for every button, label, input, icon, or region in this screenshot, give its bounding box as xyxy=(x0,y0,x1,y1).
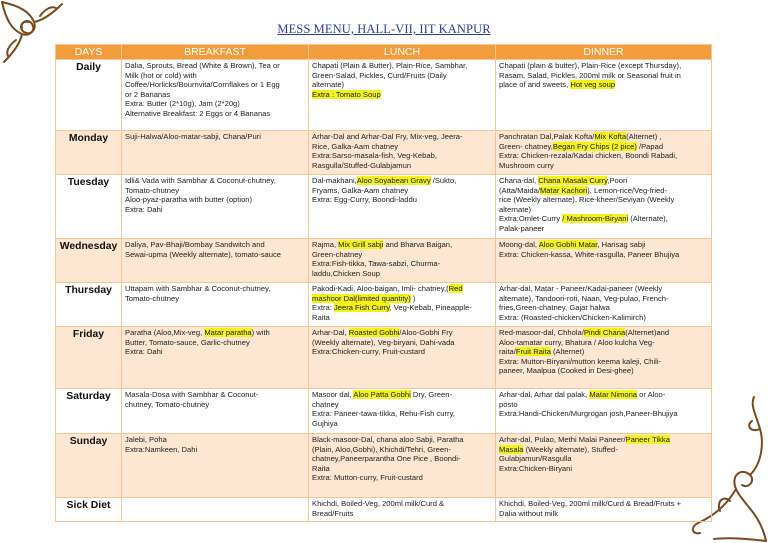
menu-text: chatney,Paneerparantha One Pice , Boondi- xyxy=(312,454,461,464)
day-cell: Thursday xyxy=(56,283,122,327)
menu-text: Masala-Dosa with Sambhar & Coconut- xyxy=(125,390,259,399)
menu-text: chutney, Tomato-chutney xyxy=(125,399,210,409)
table-row xyxy=(56,498,712,522)
menu-text: , Harisag sabji xyxy=(597,240,646,249)
menu-text: Arhar-dal, Arhar dal palak, xyxy=(499,390,590,399)
menu-text: Raita xyxy=(312,312,330,322)
menu-line xyxy=(312,409,492,419)
menu-line xyxy=(499,61,708,71)
menu-text: Raita xyxy=(312,463,330,473)
menu-text: Milk (hot or cold) with xyxy=(125,70,197,80)
menu-text: Panchratan Dal,Palak Kofta/ xyxy=(499,132,595,141)
menu-line xyxy=(125,250,305,260)
menu-line xyxy=(499,509,708,519)
menu-text: ) xyxy=(410,293,416,303)
highlighted-dish: Chana Masala Curry xyxy=(538,176,608,185)
menu-line xyxy=(312,313,492,323)
menu-line xyxy=(499,161,708,171)
menu-line xyxy=(499,214,708,224)
menu-line xyxy=(312,161,492,171)
menu-text: Dal-makhani, xyxy=(312,176,357,185)
menu-line xyxy=(312,303,492,313)
menu-text: /Papad xyxy=(636,141,664,151)
menu-text: Green- chatney, xyxy=(499,141,553,151)
breakfast-cell xyxy=(122,131,309,175)
menu-line xyxy=(125,90,305,100)
menu-line xyxy=(125,284,305,294)
breakfast-cell xyxy=(122,175,309,239)
menu-text: /Aloo-Gobhi Fry xyxy=(399,328,453,337)
menu-line xyxy=(125,240,305,250)
menu-text: Aloo-tamatar curry, Bhatura / Aloo kulcha Veg- xyxy=(499,337,655,347)
menu-line xyxy=(499,176,708,186)
day-cell: Sunday xyxy=(56,434,122,498)
menu-text: Green-chatney xyxy=(312,249,363,259)
menu-line xyxy=(125,400,305,410)
menu-text: Extra:Handi-Chicken/Murgrogan josh,Paneer-Bhujiya xyxy=(499,409,678,419)
lunch-cell xyxy=(309,498,496,522)
breakfast-cell xyxy=(122,60,309,131)
menu-line xyxy=(125,347,305,357)
menu-text: Extra: Dahi xyxy=(125,204,163,214)
menu-text: and Bharva Baigan, xyxy=(383,240,453,249)
highlighted-dish: Pindi Chana xyxy=(583,328,626,337)
menu-text: Extra: (Roasted-chicken/Chicken-Kalimirch) xyxy=(499,312,646,322)
breakfast-cell xyxy=(122,283,309,327)
menu-text: Extra:Sarso-masala-fish, Veg-Kebab, xyxy=(312,151,437,161)
menu-text: (Plain, Aloo,Gobhi), Khichdi/Tehri, Green- xyxy=(312,444,451,454)
menu-line xyxy=(125,445,305,455)
menu-line xyxy=(312,80,492,90)
menu-text: Extra: Egg-Curry, Boondi-laddu xyxy=(312,195,417,205)
menu-line xyxy=(499,195,708,205)
highlighted-dish: Jeera Fish Curry xyxy=(333,303,390,313)
menu-text: Alternative Breakfast: 2 Eggs or 4 Bananas xyxy=(125,108,271,118)
menu-line xyxy=(499,294,708,304)
menu-line xyxy=(499,303,708,313)
menu-line xyxy=(499,224,708,234)
menu-line xyxy=(312,435,492,445)
header-breakfast: BREAKFAST xyxy=(122,45,309,60)
highlighted-dish: Aloo Soyabean Gravy xyxy=(356,176,431,185)
menu-text: Green-Salad, Pickles, Curd/Fruits (Daily xyxy=(312,70,447,80)
header-lunch: LUNCH xyxy=(309,45,496,60)
menu-line xyxy=(312,499,492,509)
menu-line xyxy=(499,464,708,474)
menu-text: Gujhiya xyxy=(312,418,338,428)
breakfast-cell xyxy=(122,498,309,522)
menu-text: Extra: Paneer-tawa-tikka, Rehu-Fish curry, xyxy=(312,409,455,419)
menu-text: rice (Weekly alternate), Rice-kheer/Seviyan (Weekly xyxy=(499,195,675,205)
menu-line xyxy=(499,186,708,196)
header-days: DAYS xyxy=(56,45,122,60)
lunch-cell xyxy=(309,175,496,239)
menu-text: Bread/Fruits xyxy=(312,508,354,518)
menu-text: Uttapam with Sambhar & Coconut-chutney, xyxy=(125,284,271,293)
menu-text: paneer, Maalpua (Cooked in Desi-ghee) xyxy=(499,366,634,376)
menu-text: Extra: Mutton-Biryani/mutton keema kaleji, Chili- xyxy=(499,356,662,366)
dinner-cell xyxy=(496,434,712,498)
menu-text: Chapati (plain & butter), Plain-Rice (except Thursday), xyxy=(499,61,682,70)
menu-text: Rasam, Salad, Pickles, 200ml milk or Seasonal fruit in xyxy=(499,70,681,80)
menu-line xyxy=(312,269,492,279)
menu-line xyxy=(125,205,305,215)
menu-text: Moong-dal, xyxy=(499,240,539,249)
menu-text: Khichdi, Boiled-Veg, 200ml milk/Curd & xyxy=(312,499,445,508)
menu-text: Tomato-chutney xyxy=(125,185,180,195)
menu-text: alternate) xyxy=(499,204,532,214)
table-row xyxy=(56,434,712,498)
dinner-cell xyxy=(496,239,712,283)
menu-text: Butter, Tomato-sauce, Garlic-chutney xyxy=(125,337,250,347)
highlighted-dish: Fruit Raita xyxy=(515,347,551,357)
table-row xyxy=(56,389,712,434)
header-dinner: DINNER xyxy=(496,45,712,60)
dinner-cell xyxy=(496,283,712,327)
menu-line xyxy=(499,142,708,152)
menu-text: chatney xyxy=(312,399,339,409)
lunch-cell xyxy=(309,131,496,175)
menu-line xyxy=(312,71,492,81)
highlighted-dish: Began Fry Chips (2 pice) xyxy=(552,141,637,151)
highlighted-dish: mashoor Dal(limited quantity) xyxy=(312,293,411,303)
breakfast-cell xyxy=(122,434,309,498)
menu-line xyxy=(125,132,305,142)
menu-text: (Atta/Maida/ xyxy=(499,185,540,195)
menu-text: (Alternet) xyxy=(550,347,585,357)
highlighted-dish: Matar Kachori xyxy=(539,185,588,195)
menu-text: Rice, Galka-Aam chatney xyxy=(312,141,399,151)
lunch-cell xyxy=(309,327,496,389)
menu-text: alternate), Tandoori-roti, Naan, Veg-pulao, French- xyxy=(499,293,669,303)
menu-text: ) with xyxy=(251,328,270,337)
menu-text: fries,Green-chatney, Gajar halwa xyxy=(499,303,610,313)
menu-text: Extra:Chicken-Biryani xyxy=(499,463,573,473)
menu-text: posto xyxy=(499,399,518,409)
menu-line xyxy=(312,294,492,304)
menu-line xyxy=(499,250,708,260)
menu-line xyxy=(312,338,492,348)
menu-text: Extra: xyxy=(312,303,334,313)
menu-text: (Weekly alternate), Veg-biryani, Dahi-vada xyxy=(312,337,455,347)
menu-text: Palak-paneer xyxy=(499,223,545,233)
menu-line xyxy=(312,142,492,152)
menu-line xyxy=(499,445,708,455)
menu-text: Sewai-upma (Weekly alternate), tomato-sauce xyxy=(125,249,282,259)
menu-line xyxy=(499,151,708,161)
menu-line xyxy=(312,473,492,483)
dinner-cell xyxy=(496,131,712,175)
menu-text: Fryams, Galka-Aam chatney xyxy=(312,185,409,195)
menu-line xyxy=(499,357,708,367)
menu-line xyxy=(312,240,492,250)
highlighted-dish: Red xyxy=(448,284,463,293)
menu-line xyxy=(312,509,492,519)
menu-line xyxy=(125,176,305,186)
day-cell: Tuesday xyxy=(56,175,122,239)
menu-line xyxy=(499,71,708,81)
page-title: MESS MENU, HALL-VII, IIT KANPUR xyxy=(277,22,491,36)
highlighted-dish: Aloo Gobhi Matar xyxy=(538,240,598,249)
menu-line xyxy=(499,499,708,509)
menu-line xyxy=(499,347,708,357)
menu-line xyxy=(125,390,305,400)
highlighted-dish: / Mashroom-Biryani xyxy=(562,214,629,224)
menu-line xyxy=(499,328,708,338)
menu-text: laddu,Chicken Soup xyxy=(312,268,380,278)
menu-line xyxy=(312,400,492,410)
lunch-cell xyxy=(309,434,496,498)
day-cell: Monday xyxy=(56,131,122,175)
menu-line xyxy=(312,90,492,100)
menu-line xyxy=(125,186,305,196)
menu-text: Extra: Mutton-curry, Fruit-custard xyxy=(312,473,423,483)
menu-text: Jalebi, Poha xyxy=(125,435,167,444)
table-row xyxy=(56,327,712,389)
menu-text: Suji-Halwa/Aloo-matar-sabji, Chana/Puri xyxy=(125,132,261,141)
menu-line xyxy=(312,176,492,186)
menu-line xyxy=(125,435,305,445)
menu-line xyxy=(499,366,708,376)
dinner-cell xyxy=(496,327,712,389)
menu-text: Pakodi-Kadi, Aloo-baigan, Imli- chatney,( xyxy=(312,284,449,293)
lunch-cell xyxy=(309,60,496,131)
menu-text: ), Lemon-rice/Veg-fried- xyxy=(587,185,667,195)
menu-text: Gulabjamun/Rasgulla xyxy=(499,454,572,464)
highlighted-dish: Matar paratha xyxy=(204,328,252,337)
menu-text: Extra: Chicken-kassa, White-rasgulla, Paneer Bhujiya xyxy=(499,249,680,259)
menu-text: Extra:Chicken-curry, Fruit-custard xyxy=(312,347,425,357)
highlighted-dish: Paneer Tikka xyxy=(625,435,670,444)
menu-text: Paratha (Aloo,Mix-veg, xyxy=(125,328,205,337)
menu-line xyxy=(499,390,708,400)
table-row xyxy=(56,131,712,175)
menu-line xyxy=(312,390,492,400)
menu-text: Dalia without milk xyxy=(499,508,559,518)
menu-text: Extra: Chicken-rezala/Kadai chicken, Boondi Rabadi, xyxy=(499,151,678,161)
menu-text: Extra:Omlet-Curry xyxy=(499,214,563,224)
menu-line xyxy=(312,445,492,455)
menu-line xyxy=(499,132,708,142)
menu-line xyxy=(312,464,492,474)
dinner-cell xyxy=(496,175,712,239)
highlighted-dish: Masala xyxy=(499,444,524,454)
menu-text: Extra: Butter (2*10g), Jam (2*20g) xyxy=(125,99,240,109)
table-row xyxy=(56,239,712,283)
menu-text: (Alternate), xyxy=(628,214,668,224)
menu-text: or Aloo- xyxy=(637,390,666,399)
menu-line xyxy=(312,419,492,429)
menu-line xyxy=(499,313,708,323)
menu-text: Tomato-chutney xyxy=(125,293,180,303)
menu-line xyxy=(125,109,305,119)
menu-text: Arhar-Dal and Arhar-Dal Fry, Mix-veg, Jeera- xyxy=(312,132,463,141)
menu-text: Masoor dal, xyxy=(312,390,354,399)
menu-text: (Alternet)and xyxy=(625,328,670,337)
table-row xyxy=(56,283,712,327)
menu-text: (Weekly alternate), Stuffed- xyxy=(523,444,618,454)
menu-text: Extra:Namkeen, Dahi xyxy=(125,444,198,454)
menu-line xyxy=(125,195,305,205)
menu-text: Dalia, Sprouts, Bread (White & Brown), Tea or xyxy=(125,61,280,70)
day-cell: Wednesday xyxy=(56,239,122,283)
breakfast-cell xyxy=(122,239,309,283)
table-row xyxy=(56,60,712,131)
menu-line xyxy=(499,435,708,445)
menu-text: Rasgulla/Stuffed-Gulabjamun xyxy=(312,160,412,170)
menu-line xyxy=(499,205,708,215)
menu-line xyxy=(312,250,492,260)
menu-text: raita/ xyxy=(499,347,516,357)
lunch-cell xyxy=(309,389,496,434)
menu-line xyxy=(312,195,492,205)
menu-text: Mushroom curry xyxy=(499,160,554,170)
menu-line xyxy=(312,259,492,269)
menu-line xyxy=(312,151,492,161)
menu-text: Chana-dal, xyxy=(499,176,539,185)
menu-text: Idli& Vada with Sambhar & Coconut-chutney, xyxy=(125,176,276,185)
highlighted-dish: Matar Nimona xyxy=(589,390,638,399)
menu-line xyxy=(125,61,305,71)
menu-text: Black-masoor-Dal, chana aloo Sabji, Paratha xyxy=(312,435,464,444)
menu-line xyxy=(312,328,492,338)
menu-line xyxy=(312,61,492,71)
menu-text: Aloo-pyaz-paratha with butter (option) xyxy=(125,195,253,205)
menu-text: Red-masoor-dal, Chhola/ xyxy=(499,328,584,337)
highlighted-dish: Extra : Tomato Soup xyxy=(312,89,381,99)
menu-line xyxy=(499,454,708,464)
day-cell: Saturday xyxy=(56,389,122,434)
menu-text: Dry, Green- xyxy=(410,390,453,399)
lunch-cell xyxy=(309,283,496,327)
highlighted-dish: Mix Kofta xyxy=(594,132,627,141)
breakfast-cell xyxy=(122,389,309,434)
menu-text: Arhar-dal, Matar - Paneer/Kadai-paneer (Weekly xyxy=(499,284,663,293)
menu-line xyxy=(125,294,305,304)
menu-text: Khichdi, Boiled-Veg, 200ml milk/Curd & Bread/Fruits + xyxy=(499,499,682,508)
day-cell: Sick Diet xyxy=(56,498,122,522)
menu-line xyxy=(125,338,305,348)
menu-text: Arhar-Dal, xyxy=(312,328,349,337)
day-cell: Daily xyxy=(56,60,122,131)
menu-text: Rajma, xyxy=(312,240,339,249)
menu-text: Extra: Dahi xyxy=(125,347,163,357)
menu-text: ,Poori xyxy=(607,176,628,185)
menu-text: alternate) xyxy=(312,80,345,90)
menu-line xyxy=(312,454,492,464)
table-header-row xyxy=(56,45,712,60)
menu-line xyxy=(312,347,492,357)
menu-text: /Sukto, xyxy=(430,176,457,185)
breakfast-cell xyxy=(122,327,309,389)
mess-menu-table xyxy=(55,44,712,522)
highlighted-dish: Hot veg soup xyxy=(570,80,616,90)
menu-line xyxy=(499,284,708,294)
lunch-cell xyxy=(309,239,496,283)
highlighted-dish: Aloo Patta Gobhi xyxy=(353,390,411,399)
dinner-cell xyxy=(496,498,712,522)
menu-line xyxy=(499,80,708,90)
menu-text: place of and sweets, xyxy=(499,80,571,90)
menu-line xyxy=(499,400,708,410)
menu-line xyxy=(499,240,708,250)
menu-line xyxy=(312,132,492,142)
menu-text: , Veg-Kebab, Pineapple- xyxy=(389,303,472,313)
menu-line xyxy=(312,284,492,294)
highlighted-dish: Roasted Gobhi xyxy=(348,328,400,337)
highlighted-dish: Mix Grill sabji xyxy=(338,240,384,249)
menu-line xyxy=(499,338,708,348)
table-row xyxy=(56,175,712,239)
menu-text: or 2 Bananas xyxy=(125,89,171,99)
menu-text: Chapati (Plain & Butter), Plain-Rice, Sambhar, xyxy=(312,61,468,70)
day-cell: Friday xyxy=(56,327,122,389)
menu-line xyxy=(125,99,305,109)
menu-line xyxy=(499,409,708,419)
menu-line xyxy=(312,186,492,196)
menu-text: (Alternet) , xyxy=(626,132,662,141)
menu-line xyxy=(125,71,305,81)
menu-text: Coffee/Horlicks/Bournvita/Cornflakes or 1 Egg xyxy=(125,80,280,90)
dinner-cell xyxy=(496,60,712,131)
dinner-cell xyxy=(496,389,712,434)
menu-line xyxy=(125,328,305,338)
menu-line xyxy=(125,80,305,90)
menu-text: Daliya, Pav-Bhaji/Bombay Sandwitch and xyxy=(125,240,265,249)
menu-text: Extra:Fish-tikka, Tawa-sabzi, Churma- xyxy=(312,259,441,269)
menu-text: Arhar-dal, Pulao, Methi Malai Paneer/ xyxy=(499,435,626,444)
